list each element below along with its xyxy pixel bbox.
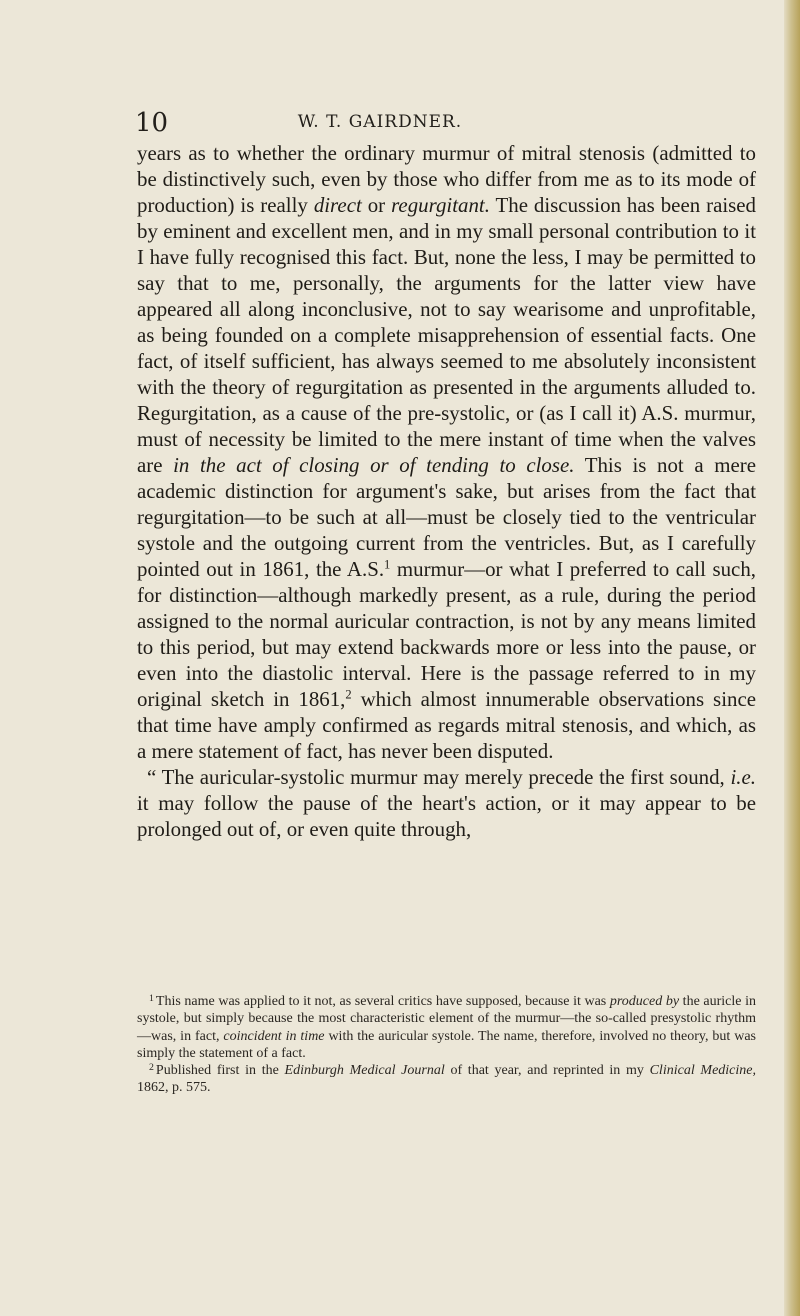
paragraph-1 <box>137 140 756 764</box>
p1-italic-act-of-closing: in the act of closing or of tending to close. <box>173 453 575 477</box>
p1-italic-regurgitant: regurgitant. <box>391 193 490 217</box>
page-number: 10 <box>135 108 169 138</box>
page-edge <box>784 0 800 1316</box>
p1-text-h: murmur—or what I preferred to call such, for distinction—although markedly present, as a rule, during the period assigned to the normal auricular contraction, is not by any means limited to this period, but may extend backwards more or less into the pause, or even into the diastolic interval. Here is the passage referred to in my original sketch in 1861, <box>137 557 756 711</box>
footnote-2 <box>137 1062 756 1097</box>
fn2-text-a: Published first in the <box>155 1063 285 1079</box>
p1-text-c: or <box>361 193 392 217</box>
running-head: W. T. GAIRDNER. <box>297 112 463 132</box>
p2-text-c: it may follow the pause of the heart's action, or it may appear to be prolonged out of, or even quite through, <box>137 791 756 841</box>
paragraph-2 <box>137 764 756 842</box>
footnotes <box>137 993 756 1097</box>
p1-text-a: years as to whether the ordinary murmur of mitral stenosis (admitted to be distinctively such, even by those who differ from me as to its mode of production) is really <box>137 141 756 217</box>
fn2-italic-clinical-medicine: Clinical Medicine, <box>649 1063 756 1079</box>
footnote-2-mark: 2 <box>149 1061 154 1073</box>
fn1-text-e: with the auricular systole. The name, therefore, involved no theory, but was simply the statement of a fact. <box>137 1028 756 1061</box>
fn1-text-a: This name was applied to it not, as several critics have supposed, because it was <box>155 994 610 1009</box>
fn2-text-e: 1862, p. 575. <box>137 1080 211 1096</box>
fn1-italic-coincident: coincident in time <box>223 1028 325 1044</box>
p1-text-g: This is not a mere academic distinction for argument's sake, but arises from the fact that regurgitation—to be such at all—must be closely tied to the ventricular systole and the outgoing current from the ventricles. But, as I carefully pointed out in 1861, the A.S. <box>137 453 756 581</box>
p1-italic-direct: direct <box>313 193 362 217</box>
fn1-text-c: the auricle in systole, but simply because the most characteristic element of the murmur—the so-called presystolic rhythm—was, in fact, <box>137 994 756 1044</box>
fn2-text-c: of that year, and reprinted in my <box>444 1063 650 1079</box>
fn1-italic-produced-by: produced by <box>609 994 680 1009</box>
p2-text-a: “ The auricular-systolic murmur may merely precede the first sound, <box>147 765 731 789</box>
p2-italic-ie: i.e. <box>730 765 756 789</box>
fn2-italic-journal: Edinburgh Medical Journal <box>284 1063 445 1079</box>
page-header <box>0 108 800 138</box>
footnote-1 <box>137 993 756 1062</box>
footnote-ref-2[interactable]: 2 <box>345 687 352 702</box>
p1-text-e: The discussion has been raised by eminent and excellent men, and in my small personal contribution to it I have fully recognised this fact. But, none the less, I may be permitted to say that to me, personally, the arguments for the latter view have appeared all along inconclusive, not to say wearisome and unprofitable, as being founded on a complete misapprehension of essential facts. One fact, of itself sufficient, has always seemed to me absolutely inconsistent with the theory of regurgitation as presented in the arguments alluded to. Regurgitation, as a cause of the pre-systolic, or (as I call it) A.S. murmur, must of necessity be limited to the mere instant of time when the valves are <box>137 193 756 477</box>
footnote-1-mark: 1 <box>149 992 154 1004</box>
p1-text-i: which almost innumerable observations since that time have amply confirmed as regards mitral stenosis, and which, as a mere statement of fact, has never been disputed. <box>137 687 756 763</box>
body-text <box>137 140 756 842</box>
footnote-ref-1[interactable]: 1 <box>384 557 391 572</box>
